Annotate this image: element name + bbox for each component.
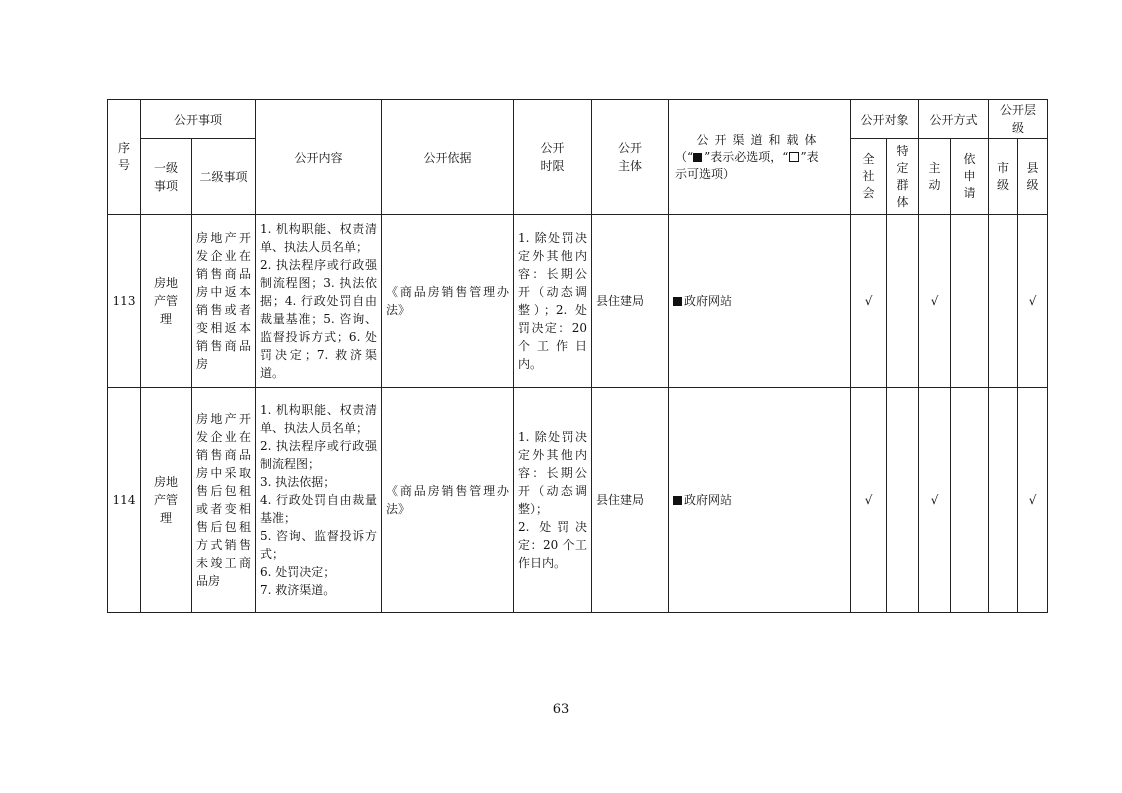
row-level-city — [989, 388, 1018, 613]
row-method-request — [951, 388, 989, 613]
header-method-group: 公开方式 — [919, 100, 989, 139]
row-seq: 114 — [108, 388, 141, 613]
row-channel: 政府网站 — [669, 388, 851, 613]
header-level2: 二级事项 — [192, 139, 256, 215]
table-row — [108, 388, 1048, 613]
row-target-specific — [887, 388, 919, 613]
row-target-all: √ — [851, 215, 887, 388]
row-level1: 房地产管理 — [141, 215, 192, 388]
required-square-icon — [673, 496, 682, 505]
header-level1: 一级事项 — [141, 139, 192, 215]
row-method-request — [951, 215, 989, 388]
row-level1: 房地产管理 — [141, 388, 192, 613]
header-seq: 序号 — [108, 100, 141, 215]
header-row-1 — [108, 100, 1048, 139]
header-channel-legend-tail: 示可选项） — [675, 166, 736, 181]
header-content: 公开内容 — [256, 100, 382, 215]
row-basis: 《商品房销售管理办法》 — [382, 215, 514, 388]
row-subject: 县住建局 — [592, 388, 669, 613]
header-target-all: 全社会 — [851, 139, 887, 215]
row-level-city — [989, 215, 1018, 388]
row-seq: 113 — [108, 215, 141, 388]
row-level2: 房地产开发企业在销售商品房中返本销售或者变相返本销售商品房 — [192, 215, 256, 388]
row-method-active: √ — [919, 215, 951, 388]
row-channel: 政府网站 — [669, 215, 851, 388]
header-level-city: 市级 — [989, 139, 1018, 215]
header-level-county: 县级 — [1018, 139, 1048, 215]
required-square-icon — [693, 153, 702, 162]
row-level2: 房地产开发企业在销售商品房中采取售后包租或者变相售后包租方式销售未竣工商品房 — [192, 388, 256, 613]
optional-square-icon — [789, 152, 799, 162]
header-time-limit: 公开时限 — [514, 100, 592, 215]
header-channel-title: 公开渠道和载体 — [696, 132, 823, 147]
header-target-specific: 特定群体 — [887, 139, 919, 215]
header-level-group: 公开层级 — [989, 100, 1048, 139]
header-channel-legend: （“ ”表示必选项，“ ”表 — [675, 149, 819, 164]
header-channel — [669, 100, 851, 215]
disclosure-table — [107, 99, 1048, 613]
header-method-active: 主动 — [919, 139, 951, 215]
header-target-group: 公开对象 — [851, 100, 919, 139]
header-subject: 公开主体 — [592, 100, 669, 215]
row-method-active: √ — [919, 388, 951, 613]
row-time-limit: 1. 除处罚决定外其他内容：长期公开（动态调整）；2. 处罚决定：20 个 工 作 日内。 — [514, 215, 592, 388]
row-subject: 县住建局 — [592, 215, 669, 388]
header-basis: 公开依据 — [382, 100, 514, 215]
row-time-limit: 1. 除处罚决定外其他内容：长期公开（动态调整）； 2. 处罚决定：20 个工作日内。 — [514, 388, 592, 613]
required-square-icon — [673, 297, 682, 306]
row-basis: 《商品房销售管理办法》 — [382, 388, 514, 613]
row-target-all: √ — [851, 388, 887, 613]
header-item-group: 公开事项 — [141, 100, 256, 139]
row-level-county: √ — [1018, 388, 1048, 613]
row-content: 1. 机构职能、权责清单、执法人员名单； 2. 执法程序或行政强制流程图； 3. 执法依据； 4. 行政处罚自由裁量基准； 5. 咨询、监督投诉方式； 6. 处罚决定； 7. 救济渠道。 — [256, 388, 382, 613]
row-target-specific — [887, 215, 919, 388]
page-number: 63 — [552, 702, 570, 717]
table-row — [108, 215, 1048, 388]
header-method-request: 依申请 — [951, 139, 989, 215]
row-level-county: √ — [1018, 215, 1048, 388]
row-content: 1. 机构职能、权责清单、执法人员名单； 2. 执法程序或行政强制流程图；3. 执法依据；4. 行政处罚自由裁量基准；5. 咨询、监督投诉方式；6. 处罚决定；7. 救济渠道。 — [256, 215, 382, 388]
